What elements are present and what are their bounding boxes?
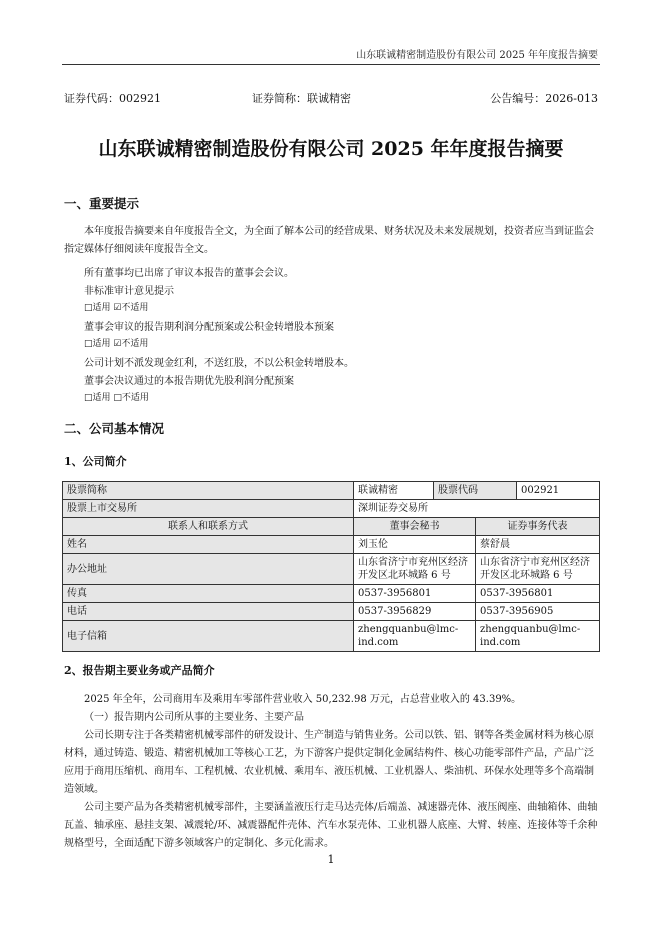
- table-cell: 联诚精密: [354, 482, 434, 500]
- document-title: 山东联诚精密制造股份有限公司 2025 年年度报告摘要: [98, 138, 564, 160]
- business-paragraph-2: （一）报告期内公司所从事的主要业务、主要产品: [84, 712, 304, 723]
- table-cell-label: 股票上市交易所: [63, 500, 354, 518]
- table-cell: 刘玉伦: [354, 536, 476, 554]
- table-cell-label: 传真: [63, 585, 354, 603]
- company-profile-table: [62, 481, 600, 652]
- table-cell-label: 电话: [63, 603, 354, 621]
- table-cell: 山东省济宁市兖州区经济开发区北环城路 6 号: [476, 554, 600, 585]
- stock-code: 证券代码：002921: [64, 92, 161, 105]
- table-cell: 0537-3956905: [476, 603, 600, 621]
- table-row: [63, 621, 600, 652]
- section1-line-7: 董事会决议通过的本报告期优先股利润分配预案: [84, 376, 294, 387]
- table-cell: 0537-3956801: [354, 585, 476, 603]
- header-rule: [62, 64, 600, 65]
- table-cell-label: 姓名: [63, 536, 354, 554]
- table-cell: 0537-3956829: [354, 603, 476, 621]
- table-row: [63, 554, 600, 585]
- table-row: [63, 518, 600, 536]
- running-header: 山东联诚精密制造股份有限公司 2025 年年度报告摘要: [356, 50, 598, 61]
- table-row: [63, 603, 600, 621]
- business-paragraph-1: 2025 年全年，公司商用车及乘用车零部件营业收入 50,232.98 万元，占总营业收入的 43.39%。: [84, 694, 522, 705]
- table-cell: 002921: [517, 482, 600, 500]
- notice-number: 公告编号：2026-013: [490, 92, 598, 105]
- table-row: [63, 585, 600, 603]
- section1-line-2: 非标准审计意见提示: [84, 286, 174, 297]
- table-cell: 山东省济宁市兖州区经济开发区北环城路 6 号: [354, 554, 476, 585]
- table-cell: 0537-3956801: [476, 585, 600, 603]
- company-profile-heading: 1、公司简介: [64, 455, 127, 468]
- section1-line-5: □适用 ☑不适用: [84, 339, 149, 349]
- section1-intro-paragraph: 本年度报告摘要来自年度报告全文，为全面了解本公司的经营成果、财务状况及未来发展规划，投资者应当到证监会指定媒体仔细阅读年度报告全文。: [64, 226, 594, 255]
- section1-line-3: □适用 ☑不适用: [84, 303, 149, 313]
- table-row: [63, 482, 600, 500]
- table-row: [63, 500, 600, 518]
- business-paragraph-3: 公司长期专注于各类精密机械零部件的研发设计、生产制造与销售业务。公司以铁、铝、钢等各类金属材料为核心原材料，通过铸造、锻造、精密机械加工等核心工艺，为下游客户提供定制化金属结构件、核心功能零部件产品，产品广泛应用于商用压缩机、商用车、工程机械、农业机械、乘用车、液压机械、工业机器人、柴油机、环保水处理等多个高端制造领域。: [64, 730, 594, 795]
- page-number: 1: [327, 853, 335, 866]
- section1-line-8: □适用 □不适用: [84, 393, 149, 403]
- table-cell-label: 董事会秘书: [354, 518, 476, 536]
- table-cell-label: 联系人和联系方式: [63, 518, 354, 536]
- table-cell: zhengquanbu@lmc-ind.com: [476, 621, 600, 652]
- table-cell-label: 股票代码: [434, 482, 517, 500]
- business-intro-heading: 2、报告期主要业务或产品简介: [64, 664, 215, 677]
- table-cell: zhengquanbu@lmc-ind.com: [354, 621, 476, 652]
- table-cell-label: 股票简称: [63, 482, 354, 500]
- table-cell: 深圳证券交易所: [354, 500, 600, 518]
- table-cell-label: 证券事务代表: [476, 518, 600, 536]
- table-cell-label: 办公地址: [63, 554, 354, 585]
- section1-heading: 一、重要提示: [64, 196, 140, 211]
- section1-line-4: 董事会审议的报告期利润分配预案或公积金转增股本预案: [84, 322, 334, 333]
- business-paragraph-4: 公司主要产品为各类精密机械零部件，主要涵盖液压行走马达壳体/后端盖、减速器壳体、液压阀座、曲轴箱体、曲轴瓦盖、轴承座、悬挂支架、减震轮/环、减震器配件壳体、汽车水泵壳体、工业机器人底座、大臂、转座、连接体等千余种规格型号，全面适配下游多领域客户的定制化、多元化需求。: [64, 802, 598, 849]
- section1-line-1: 所有董事均已出席了审议本报告的董事会会议。: [84, 268, 294, 279]
- table-row: [63, 536, 600, 554]
- section2-heading: 二、公司基本情况: [64, 421, 165, 436]
- stock-name: 证券简称：联诚精密: [252, 92, 351, 105]
- section1-line-6: 公司计划不派发现金红利，不送红股，不以公积金转增股本。: [84, 358, 354, 369]
- table-cell: 蔡舒晨: [476, 536, 600, 554]
- table-cell-label: 电子信箱: [63, 621, 354, 652]
